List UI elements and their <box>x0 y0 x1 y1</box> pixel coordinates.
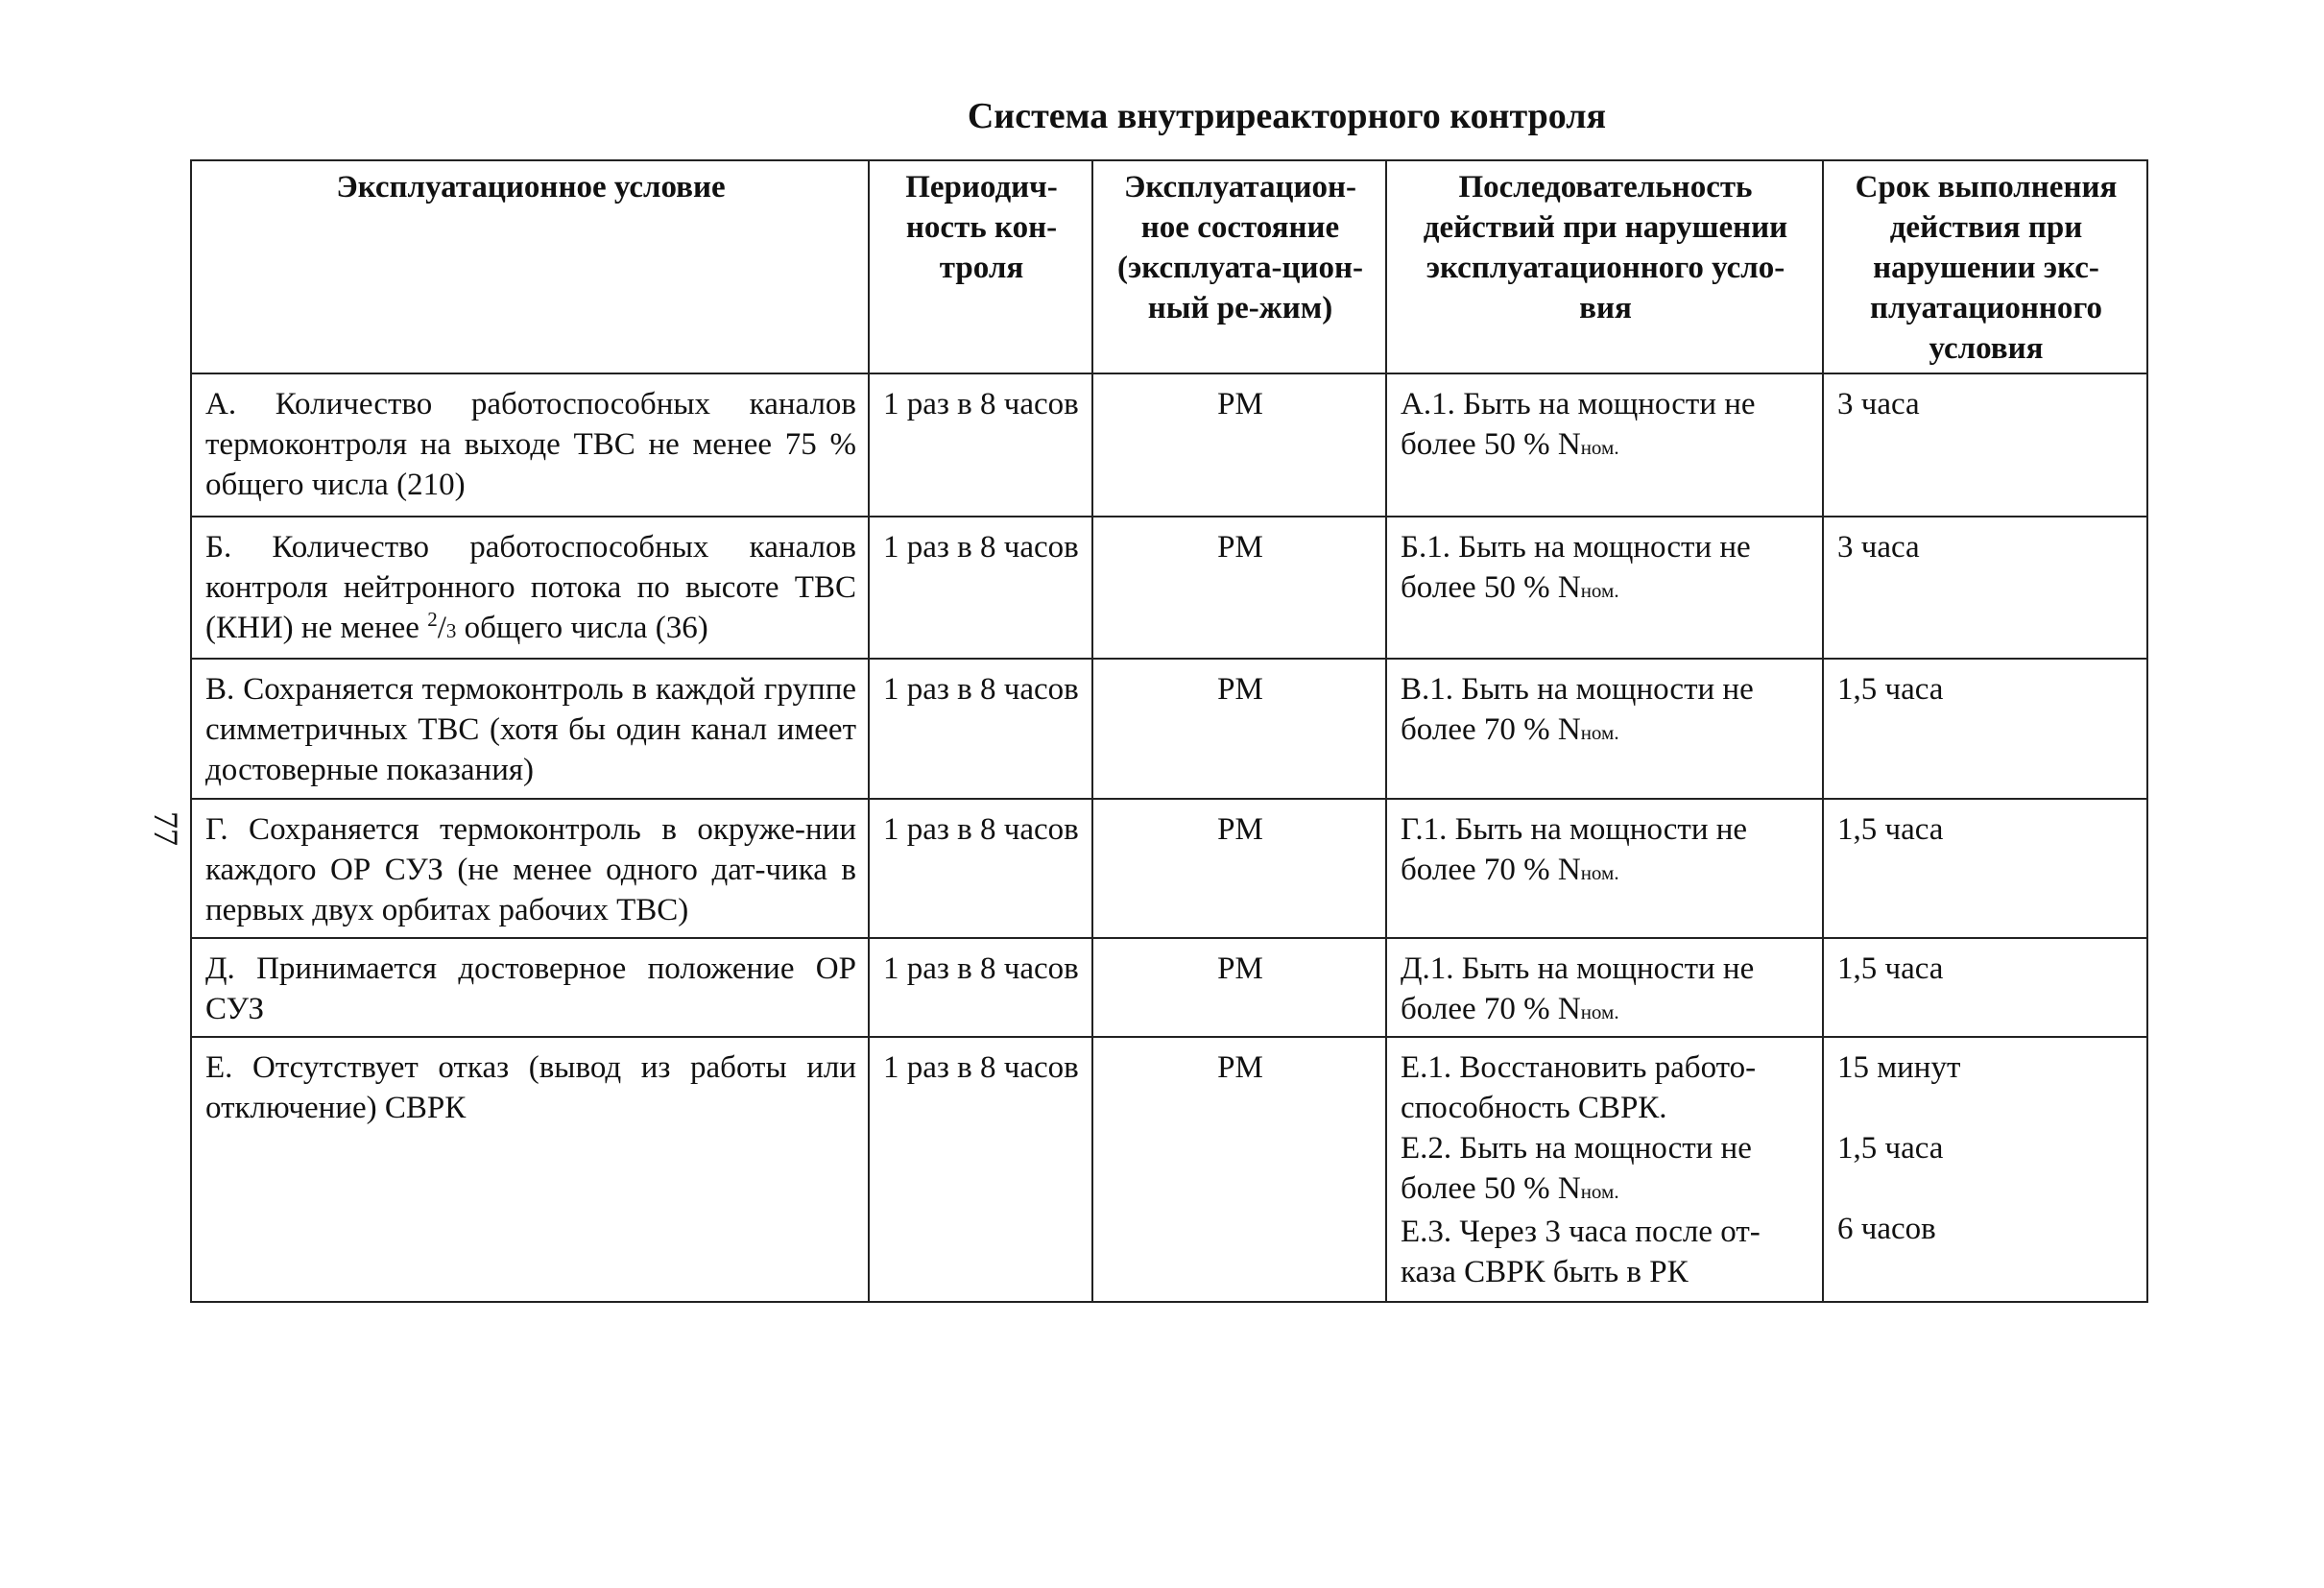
actions-cell <box>1386 659 1823 799</box>
action-item: В.1. Быть на мощности не более 70 % Nном. <box>1401 672 1754 747</box>
actions-cell <box>1386 517 1823 659</box>
periodicity-cell: 1 раз в 8 часов <box>869 373 1092 517</box>
table-row <box>191 938 2147 1037</box>
header-deadline: Срок выполнения действия при нарушении экс-плуатационного условия <box>1823 160 2147 373</box>
fraction-slash: / <box>437 611 446 645</box>
condition-cell: Д. Принимается достоверное положение ОР СУЗ <box>191 938 869 1037</box>
actions-cell <box>1386 373 1823 517</box>
mode-cell: РМ <box>1092 1037 1386 1302</box>
mode-cell: РМ <box>1092 938 1386 1037</box>
operating-conditions-table <box>190 159 2148 1303</box>
condition-cell: Г. Сохраняется термоконтроль в окруже-нии каждого ОР СУЗ (не менее одного дат-чика в первых двух орбитах рабочих ТВС) <box>191 799 869 938</box>
periodicity-cell: 1 раз в 8 часов <box>869 1037 1092 1302</box>
table-row <box>191 659 2147 799</box>
deadline-cell <box>1823 1037 2147 1302</box>
periodicity-cell: 1 раз в 8 часов <box>869 517 1092 659</box>
page-title: Система внутриреакторного контроля <box>967 96 1607 136</box>
condition-cell: А. Количество работоспособных каналов термоконтроля на выходе ТВС не менее 75 % общего числа (210) <box>191 373 869 517</box>
header-condition: Эксплуатационное условие <box>191 160 869 373</box>
mode-cell: РМ <box>1092 373 1386 517</box>
deadline-item: 1,5 часа <box>1837 1131 1944 1166</box>
page-number: 77 <box>147 811 185 846</box>
action-item: А.1. Быть на мощности не более 50 % Nном. <box>1401 387 1756 462</box>
actions-cell <box>1386 799 1823 938</box>
action-subscript: ном. <box>1580 579 1619 602</box>
deadline-item: 6 часов <box>1837 1212 1936 1246</box>
fraction-numerator: 2 <box>427 608 438 631</box>
action-subscript: ном. <box>1580 436 1619 459</box>
table-row <box>191 517 2147 659</box>
mode-cell: РМ <box>1092 659 1386 799</box>
condition-cell: Б. Количество работоспособных каналов контроля нейтронного потока по высоте ТВС (КНИ) не менее $^2$/3 общего числа (36) <box>191 517 869 659</box>
periodicity-cell: 1 раз в 8 часов <box>869 659 1092 799</box>
mode-cell: РМ <box>1092 517 1386 659</box>
action-item: Б.1. Быть на мощности не более 50 % Nном. <box>1401 530 1751 605</box>
fraction-denominator: 3 <box>445 619 457 642</box>
condition-cell: Е. Отсутствует отказ (вывод из работы или отключение) СВРК <box>191 1037 869 1302</box>
actions-cell <box>1386 938 1823 1037</box>
action-item: Е.3. Через 3 часа после от-каза СВРК быть в РК <box>1401 1215 1761 1289</box>
deadline-cell: 3 часа <box>1823 373 2147 517</box>
periodicity-cell: 1 раз в 8 часов <box>869 938 1092 1037</box>
action-subscript: ном. <box>1580 861 1619 884</box>
deadline-cell: 1,5 часа <box>1823 799 2147 938</box>
deadline-cell: 3 часа <box>1823 517 2147 659</box>
action-item: Е.1. Восстановить работо-способность СВРК. <box>1401 1050 1757 1125</box>
deadline-cell: 1,5 часа <box>1823 659 2147 799</box>
deadline-item: 15 минут <box>1837 1050 1961 1085</box>
header-periodicity: Периодич-ность кон-троля <box>869 160 1092 373</box>
action-item: Г.1. Быть на мощности не более 70 % Nном. <box>1401 812 1748 887</box>
action-subscript: ном. <box>1580 1000 1619 1023</box>
periodicity-cell: 1 раз в 8 часов <box>869 799 1092 938</box>
mode-cell: РМ <box>1092 799 1386 938</box>
header-state: Эксплуатацион-ное состояние (эксплуата-цион-ный ре-жим) <box>1092 160 1386 373</box>
table-row <box>191 373 2147 517</box>
table-row <box>191 799 2147 938</box>
table-row <box>191 1037 2147 1302</box>
action-subscript: ном. <box>1580 721 1619 744</box>
table-header-row <box>191 160 2147 373</box>
action-item: Д.1. Быть на мощности не более 70 % Nном. <box>1401 951 1755 1026</box>
actions-cell <box>1386 1037 1823 1302</box>
header-actions: Последовательность действий при нарушении эксплуатационного усло-вия <box>1386 160 1823 373</box>
condition-cell: В. Сохраняется термоконтроль в каждой группе симметричных ТВС (хотя бы один канал имеет достоверные показания) <box>191 659 869 799</box>
action-subscript: ном. <box>1580 1180 1619 1203</box>
deadline-cell: 1,5 часа <box>1823 938 2147 1037</box>
action-item: Е.2. Быть на мощности не более 50 % Nном. <box>1401 1131 1752 1206</box>
